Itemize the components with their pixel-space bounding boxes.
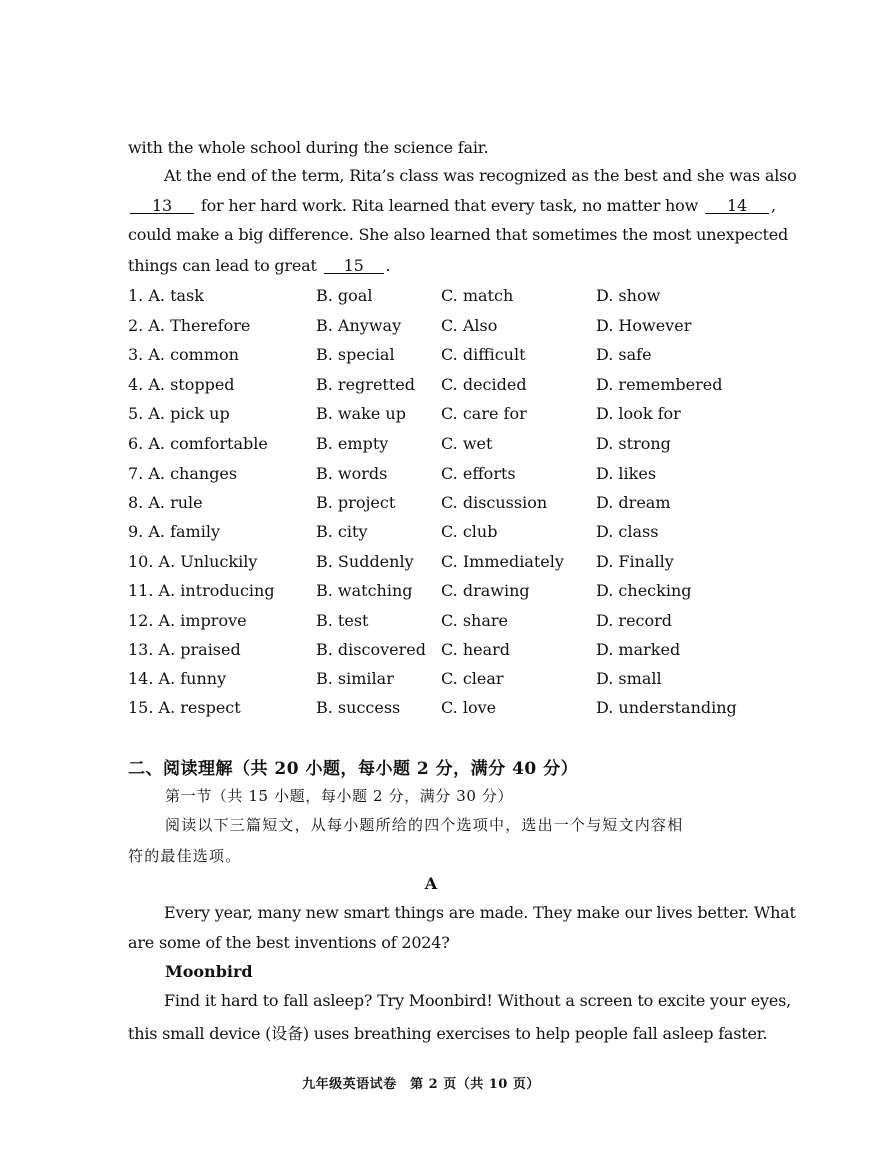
passage-letter: A — [424, 874, 438, 893]
option-d: D. dream — [596, 493, 671, 512]
option-row — [0, 316, 892, 338]
option-a: 8. A. rule — [128, 493, 203, 512]
option-c: C. Immediately — [441, 552, 564, 571]
option-a: 15. A. respect — [128, 698, 241, 717]
option-d: D. understanding — [596, 698, 737, 717]
option-b: B. words — [316, 464, 388, 483]
option-c: C. share — [441, 611, 509, 630]
option-row — [0, 611, 892, 633]
option-row — [0, 434, 892, 456]
option-c: C. drawing — [441, 581, 530, 600]
option-d: D. likes — [596, 464, 657, 483]
option-d: D. safe — [596, 345, 652, 364]
option-c: C. heard — [441, 640, 511, 659]
option-b: B. test — [316, 611, 369, 630]
option-row — [0, 640, 892, 662]
option-row — [0, 404, 892, 426]
passage-line-5-end: . — [385, 256, 391, 275]
option-a: 11. A. introducing — [128, 581, 275, 600]
option-row — [0, 375, 892, 397]
option-d: D. However — [596, 316, 692, 335]
passage-line-3-end: , — [770, 196, 776, 215]
option-row — [0, 286, 892, 308]
option-c: C. wet — [441, 434, 493, 453]
option-d: D. show — [596, 286, 661, 305]
option-a: 10. A. Unluckily — [128, 552, 258, 571]
option-b: B. regretted — [316, 375, 415, 394]
option-d: D. remembered — [596, 375, 723, 394]
option-c: C. discussion — [441, 493, 548, 512]
passage-line-4: could make a big difference. She also learned that sometimes the most unexpected — [128, 225, 789, 244]
option-row — [0, 522, 892, 544]
option-a: 5. A. pick up — [128, 404, 230, 423]
passage-line-5 — [128, 256, 748, 275]
blank-13: 13 — [130, 198, 194, 214]
option-b: B. success — [316, 698, 401, 717]
passage-a-line-3: Find it hard to fall asleep? Try Moonbird! Without a screen to excite your eyes, — [164, 991, 792, 1010]
blank-14: 14 — [705, 198, 769, 214]
option-a: 12. A. improve — [128, 611, 247, 630]
option-row — [0, 581, 892, 603]
option-row — [0, 698, 892, 720]
passage-line-3-text: for her hard work. Rita learned that every task, no matter how — [200, 196, 699, 215]
option-row — [0, 493, 892, 515]
section-heading: 二、阅读理解（共 20 小题，每小题 2 分，满分 40 分） — [128, 759, 579, 779]
option-row — [0, 552, 892, 574]
option-d: D. marked — [596, 640, 681, 659]
option-b: B. discovered — [316, 640, 426, 659]
passage-a-title: Moonbird — [165, 962, 253, 981]
option-c: C. difficult — [441, 345, 526, 364]
option-b: B. Anyway — [316, 316, 402, 335]
page-footer: 九年级英语试卷 第 2 页（共 10 页） — [302, 1077, 540, 1092]
option-d: D. look for — [596, 404, 681, 423]
option-a: 13. A. praised — [128, 640, 241, 659]
passage-line-5-text: things can lead to great — [128, 256, 317, 275]
option-c: C. love — [441, 698, 497, 717]
passage-line-3 — [128, 196, 776, 215]
passage-line-1: with the whole school during the science fair. — [128, 138, 489, 157]
option-b: B. special — [316, 345, 395, 364]
option-row — [0, 345, 892, 367]
option-c: C. care for — [441, 404, 527, 423]
option-c: C. Also — [441, 316, 498, 335]
instruction-line-2: 符的最佳选项。 — [128, 847, 242, 865]
option-row — [0, 464, 892, 486]
option-d: D. checking — [596, 581, 692, 600]
part-heading: 第一节（共 15 小题，每小题 2 分，满分 30 分） — [165, 787, 514, 805]
option-b: B. empty — [316, 434, 389, 453]
option-c: C. efforts — [441, 464, 516, 483]
option-a: 6. A. comfortable — [128, 434, 268, 453]
option-b: B. Suddenly — [316, 552, 414, 571]
option-d: D. record — [596, 611, 673, 630]
passage-a-line-2: are some of the best inventions of 2024? — [128, 933, 450, 952]
option-a: 7. A. changes — [128, 464, 238, 483]
option-a: 2. A. Therefore — [128, 316, 251, 335]
option-b: B. watching — [316, 581, 413, 600]
option-d: D. small — [596, 669, 662, 688]
option-a: 3. A. common — [128, 345, 239, 364]
option-a: 1. A. task — [128, 286, 204, 305]
passage-line-2: At the end of the term, Rita’s class was recognized as the best and she was also — [164, 166, 797, 185]
option-b: B. similar — [316, 669, 394, 688]
option-b: B. wake up — [316, 404, 406, 423]
option-c: C. match — [441, 286, 514, 305]
option-c: C. clear — [441, 669, 504, 688]
passage-a-line-1: Every year, many new smart things are made. They make our lives better. What — [164, 903, 796, 922]
option-d: D. strong — [596, 434, 671, 453]
option-d: D. class — [596, 522, 659, 541]
passage-a-line-4: this small device (设备) uses breathing exercises to help people fall asleep faster. — [128, 1024, 768, 1043]
blank-15: 15 — [324, 258, 384, 274]
option-a: 14. A. funny — [128, 669, 227, 688]
option-b: B. city — [316, 522, 368, 541]
option-row — [0, 669, 892, 691]
option-a: 4. A. stopped — [128, 375, 235, 394]
option-d: D. Finally — [596, 552, 674, 571]
option-c: C. decided — [441, 375, 527, 394]
option-c: C. club — [441, 522, 498, 541]
option-a: 9. A. family — [128, 522, 220, 541]
option-b: B. project — [316, 493, 396, 512]
instruction-line-1: 阅读以下三篇短文，从每小题所给的四个选项中，选出一个与短文内容相 — [165, 816, 684, 834]
option-b: B. goal — [316, 286, 373, 305]
